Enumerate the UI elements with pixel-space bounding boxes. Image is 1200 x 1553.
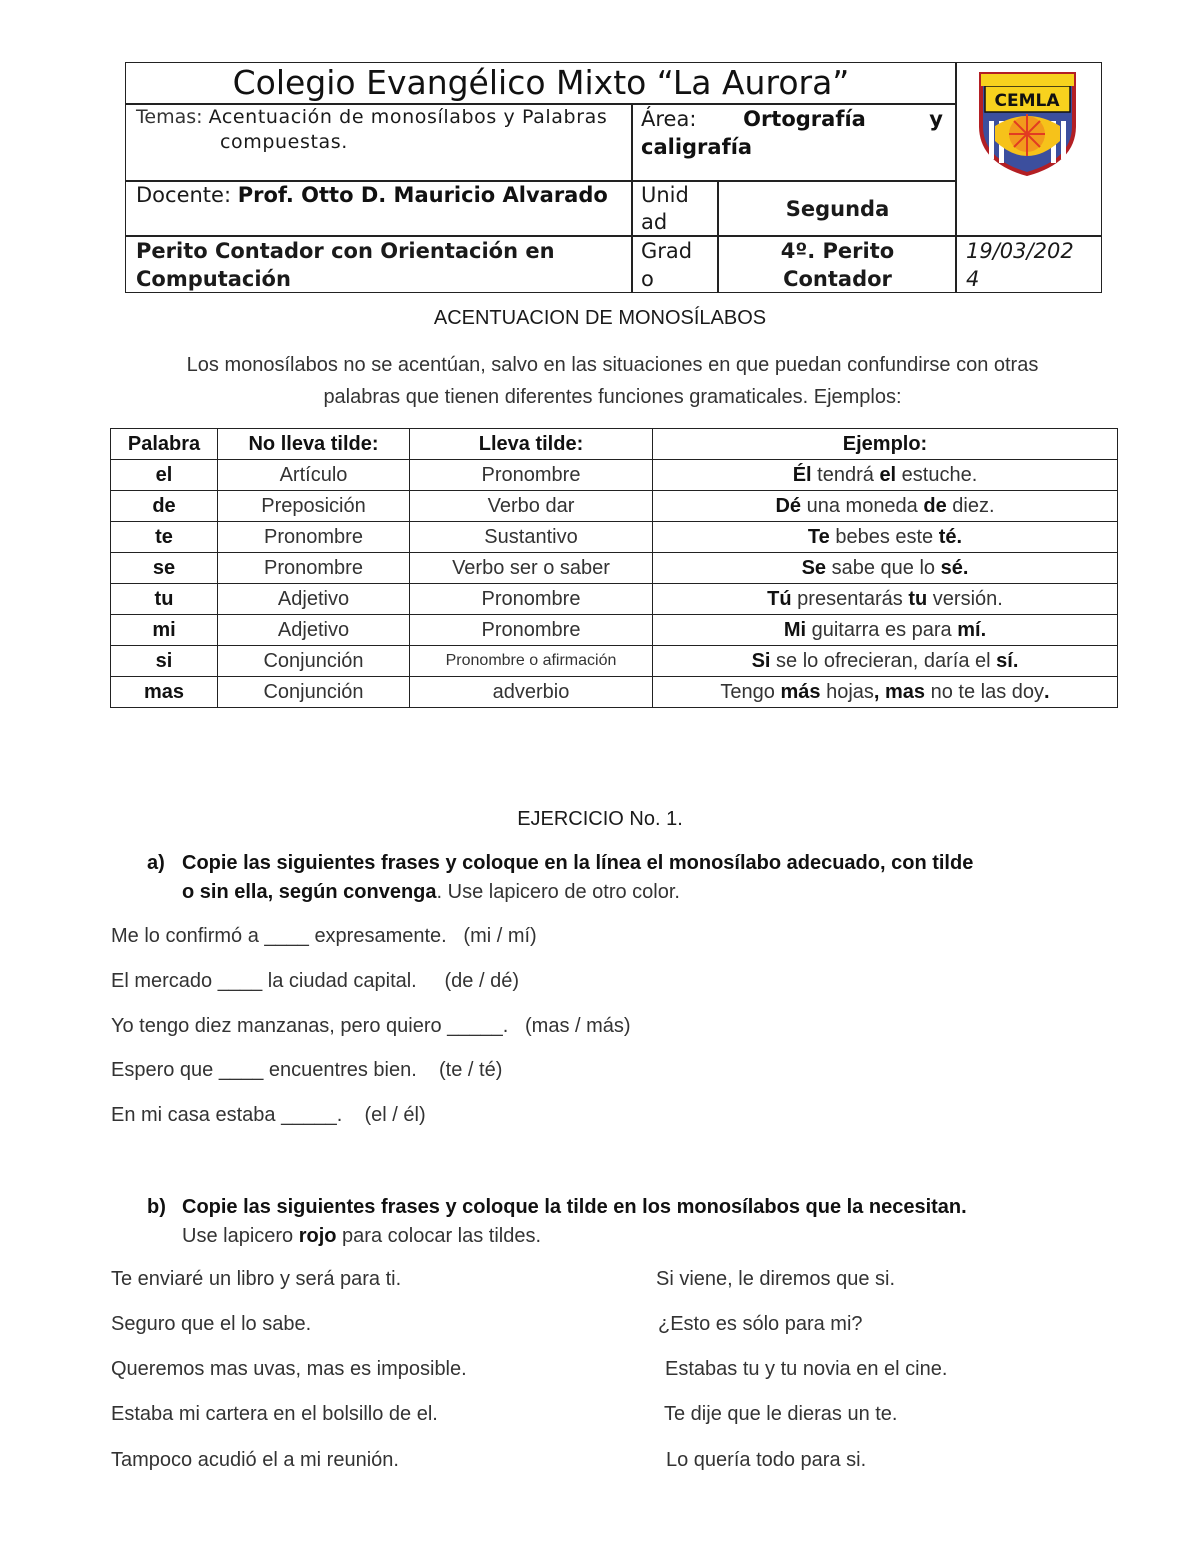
- unidad-label: [641, 182, 721, 236]
- area-cell: [641, 105, 953, 161]
- column-header: Lleva tilde:: [410, 429, 653, 460]
- exercise-a-line: Me lo confirmó a ____ expresamente. (mi / mí): [111, 925, 537, 947]
- example-bold-part: más: [780, 680, 821, 703]
- cell-con-tilde: adverbio: [410, 677, 653, 708]
- part-b-bold: rojo: [298, 1225, 337, 1247]
- part-b-letter: b): [147, 1196, 166, 1218]
- cell-word: de: [111, 491, 218, 522]
- cell-sin-tilde: Preposición: [218, 491, 410, 522]
- exercise-a-line: Espero que ____ encuentres bien. (te / té): [111, 1059, 503, 1081]
- temas-value: Acentuación de monosílabos y Palabras: [208, 106, 608, 128]
- example-part: Tengo: [720, 680, 781, 703]
- monosyllables-table: [110, 428, 1118, 708]
- cell-ejemplo: [653, 553, 1118, 584]
- exercise-b-right-line: Estabas tu y tu novia en el cine.: [665, 1358, 948, 1380]
- area-value-y: y: [929, 107, 943, 131]
- area-label: Área:: [641, 107, 697, 131]
- part-a-letter: a): [147, 852, 165, 874]
- cell-word: se: [111, 553, 218, 584]
- docente-label: Docente:: [136, 183, 232, 207]
- column-header: No lleva tilde:: [218, 429, 410, 460]
- example-part: no te las doy: [925, 680, 1045, 703]
- exercise-b-left-line: Estaba mi cartera en el bolsillo de el.: [111, 1403, 438, 1425]
- example-bold-part: mí.: [957, 618, 987, 641]
- example-part: versión.: [927, 587, 1003, 610]
- exercise-b-left-line: Te enviaré un libro y será para ti.: [111, 1268, 402, 1290]
- part-b-post: para colocar las tildes.: [336, 1225, 542, 1247]
- exercise-b-left-line: Queremos mas uvas, mas es imposible.: [111, 1358, 467, 1380]
- example-bold-part: sé.: [940, 556, 969, 579]
- grado-label-2: o: [641, 267, 654, 291]
- part-a-instruction-cont: [182, 878, 680, 907]
- cell-ejemplo: [653, 584, 1118, 615]
- example-bold-part: Mi: [783, 618, 807, 641]
- temas-cell: [136, 105, 631, 155]
- intro-line-2: palabras que tienen diferentes funciones gramaticales. Ejemplos:: [323, 386, 902, 408]
- cell-word: si: [111, 646, 218, 677]
- cell-con-tilde: Sustantivo: [410, 522, 653, 553]
- cell-sin-tilde: Adjetivo: [218, 615, 410, 646]
- school-name: Colegio Evangélico Mixto “La Aurora”: [232, 63, 850, 102]
- example-bold-part: ,: [873, 680, 880, 703]
- part-b-pre: Use lapicero: [182, 1225, 299, 1247]
- example-bold-part: Tú: [767, 587, 792, 610]
- example-part: sabe que lo: [826, 556, 941, 579]
- grado-value: [719, 237, 956, 293]
- example-bold-part: Si: [751, 649, 771, 672]
- example-part: guitarra es para: [806, 618, 958, 641]
- area-value-cont: caligrafía: [641, 135, 753, 159]
- unidad-label-1: Unid: [641, 183, 689, 207]
- docente-value: Prof. Otto D. Mauricio Alvarado: [237, 183, 608, 207]
- table-row: [111, 646, 1118, 677]
- cell-word: mi: [111, 615, 218, 646]
- cell-word: el: [111, 460, 218, 491]
- example-part: se lo ofrecieran, daría el: [770, 649, 997, 672]
- cell-con-tilde: Pronombre: [410, 460, 653, 491]
- cell-ejemplo: [653, 522, 1118, 553]
- example-bold-part: té.: [938, 525, 963, 548]
- school-crest-logo: [975, 66, 1080, 176]
- grado-value-2: Contador: [783, 267, 892, 291]
- exercise-b-right-line: Te dije que le dieras un te.: [664, 1403, 898, 1425]
- example-bold-part: Dé: [775, 494, 802, 517]
- example-bold-part: Te: [807, 525, 830, 548]
- cell-sin-tilde: Artículo: [218, 460, 410, 491]
- cell-con-tilde: Pronombre: [410, 584, 653, 615]
- cell-ejemplo: [653, 491, 1118, 522]
- cell-sin-tilde: Adjetivo: [218, 584, 410, 615]
- example-part: diez.: [946, 494, 995, 517]
- table-header-row: [111, 429, 1118, 460]
- temas-value-cont: compuestas.: [220, 131, 348, 153]
- fecha-2: 4: [966, 267, 980, 291]
- cell-word: mas: [111, 677, 218, 708]
- grado-label-1: Grad: [641, 239, 693, 263]
- example-bold-part: el: [879, 463, 897, 486]
- carrera: Perito Contador con Orientación en Computación: [136, 239, 555, 291]
- column-header: Palabra: [111, 429, 218, 460]
- temas-label: Temas:: [136, 106, 203, 128]
- fecha: [966, 237, 1096, 293]
- part-a-instruction: Copie las siguientes frases y coloque en la línea el monosílabo adecuado, con tilde: [182, 852, 974, 874]
- example-bold-part: de: [923, 494, 947, 517]
- example-bold-part: tu: [908, 587, 928, 610]
- grado-value-1: 4º. Perito: [780, 239, 895, 263]
- cell-sin-tilde: Pronombre: [218, 553, 410, 584]
- cell-sin-tilde: Conjunción: [218, 646, 410, 677]
- part-b-instruction: Copie las siguientes frases y coloque la tilde en los monosílabos que la necesitan.: [182, 1196, 967, 1218]
- cell-con-tilde: Verbo ser o saber: [410, 553, 653, 584]
- cell-con-tilde: Verbo dar: [410, 491, 653, 522]
- cell-con-tilde: Pronombre: [410, 615, 653, 646]
- fecha-1: 19/03/202: [966, 239, 1074, 263]
- exercise-a-line: Yo tengo diez manzanas, pero quiero _____. (mas / más): [111, 1015, 631, 1037]
- logo-text: CEMLA: [994, 91, 1060, 111]
- divider: [631, 103, 633, 292]
- cell-ejemplo: [653, 646, 1118, 677]
- example-bold-part: sí.: [996, 649, 1019, 672]
- cell-word: te: [111, 522, 218, 553]
- table-row: [111, 615, 1118, 646]
- exercise-a-line: El mercado ____ la ciudad capital. (de / dé): [111, 970, 520, 992]
- table-row: [111, 584, 1118, 615]
- exercise-title: EJERCICIO No. 1.: [517, 808, 683, 830]
- example-bold-part: Se: [801, 556, 827, 579]
- header-table: [125, 62, 1102, 293]
- example-bold-part: Él: [792, 463, 812, 486]
- example-bold-part: .: [1044, 680, 1050, 703]
- exercise-a-line: En mi casa estaba _____. (el / él): [111, 1104, 426, 1126]
- cell-word: tu: [111, 584, 218, 615]
- part-b-instruction-cont: [182, 1222, 541, 1251]
- example-part: tendrá: [811, 463, 880, 486]
- area-value: Ortografía: [743, 107, 866, 131]
- example-bold-part: mas: [885, 680, 926, 703]
- table-row: [111, 553, 1118, 584]
- exercise-b-right-line: Si viene, le diremos que si.: [656, 1268, 896, 1290]
- cell-sin-tilde: Conjunción: [218, 677, 410, 708]
- grado-label: [641, 237, 721, 293]
- table-row: [111, 677, 1118, 708]
- example-part: hojas: [820, 680, 874, 703]
- table-row: [111, 460, 1118, 491]
- exercise-b-left-line: Tampoco acudió el a mi reunión.: [111, 1449, 399, 1471]
- cell-ejemplo: [653, 615, 1118, 646]
- part-a-bold: o sin ella, según convenga: [182, 881, 437, 903]
- part-a-normal: . Use lapicero de otro color.: [436, 881, 680, 903]
- intro-line-1: Los monosílabos no se acentúan, salvo en las situaciones en que puedan confundirse con otras: [186, 354, 1039, 376]
- example-part: una moneda: [801, 494, 924, 517]
- cell-sin-tilde: Pronombre: [218, 522, 410, 553]
- example-part: estuche.: [896, 463, 978, 486]
- table-row: [111, 522, 1118, 553]
- example-part: bebes este: [829, 525, 939, 548]
- unidad-label-2: ad: [641, 210, 668, 234]
- section-title: ACENTUACION DE MONOSÍLABOS: [433, 307, 767, 329]
- cell-ejemplo: [653, 460, 1118, 491]
- exercise-b-right-line: ¿Esto es sólo para mi?: [658, 1313, 863, 1335]
- table-row: [111, 491, 1118, 522]
- cell-ejemplo: [653, 677, 1118, 708]
- column-header: Ejemplo:: [653, 429, 1118, 460]
- exercise-b-left-line: Seguro que el lo sabe.: [111, 1313, 312, 1335]
- docente-cell: [136, 182, 631, 209]
- exercise-b-right-line: Lo quería todo para si.: [666, 1449, 867, 1471]
- unidad-value: Segunda: [785, 197, 890, 221]
- cell-con-tilde: Pronombre o afirmación: [410, 646, 653, 677]
- example-part: presentarás: [791, 587, 909, 610]
